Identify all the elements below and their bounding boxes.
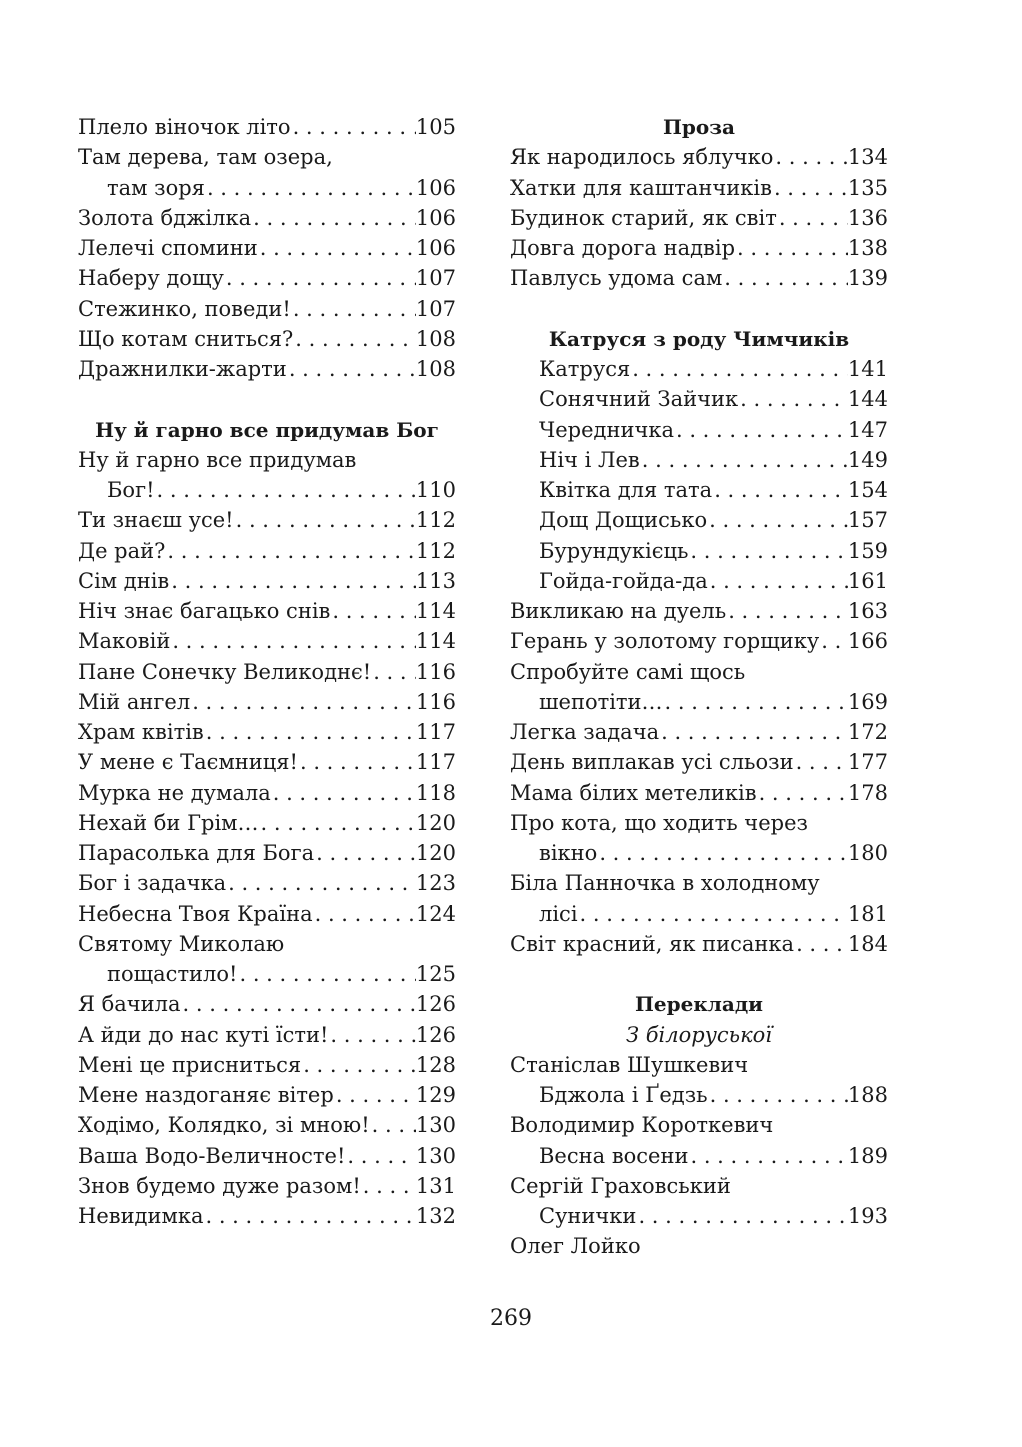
toc-entry-page: 132 [415, 1204, 456, 1228]
toc-entry-title: Бог і задачка [78, 871, 227, 896]
toc-title-line: Володимир Короткевич [510, 1113, 774, 1138]
toc-entry-page: 172 [847, 720, 888, 744]
dot-leader [724, 263, 848, 293]
toc-entry-title: Де рай? [78, 538, 166, 563]
toc-entry-page: 108 [415, 357, 456, 381]
toc-entry-title: Мене наздоганяє вітер [78, 1083, 334, 1107]
toc-entry-page: 193 [847, 1204, 888, 1228]
toc-entry-page: 126 [415, 1022, 456, 1047]
dot-leader [796, 929, 848, 959]
toc-entry-page: 163 [847, 599, 888, 623]
toc-entry[interactable] [78, 1110, 456, 1140]
dot-leader [779, 203, 848, 233]
section-heading: Катруся з роду Чимчиків [548, 326, 850, 351]
toc-entry[interactable] [510, 838, 888, 868]
toc-entry-page: 130 [415, 1113, 456, 1138]
toc-entry-page: 125 [415, 962, 456, 986]
dot-leader [289, 354, 416, 384]
toc-entry[interactable] [78, 566, 456, 596]
dot-leader [642, 445, 848, 475]
dot-leader [316, 838, 416, 868]
toc-entry-title: Викликаю на дуель [510, 599, 727, 623]
toc-entry-title: Ходімо, Колядко, зі мною! [78, 1113, 370, 1138]
dot-leader [690, 1141, 847, 1171]
toc-entry-page: 124 [415, 901, 456, 926]
toc-entry[interactable] [510, 173, 888, 203]
section-subheading: З білоруської [625, 1022, 773, 1047]
dot-leader [740, 384, 848, 414]
toc-title-line: Спробуйте самі щось [510, 659, 746, 684]
toc-entry[interactable] [510, 899, 888, 929]
dot-leader [300, 747, 416, 777]
toc-entry-page: 110 [415, 478, 456, 502]
toc-entry-page: 136 [847, 205, 888, 230]
toc-entry[interactable] [78, 505, 456, 535]
toc-title-line: Станіслав Шушкевич [510, 1052, 749, 1077]
toc-entry-page: 120 [415, 841, 456, 865]
toc-entry-page: 106 [415, 236, 456, 260]
dot-leader [205, 1201, 415, 1231]
toc-entry[interactable] [510, 717, 888, 747]
toc-entry[interactable] [78, 1141, 456, 1171]
toc-entry[interactable] [78, 1080, 456, 1110]
toc-entry[interactable] [78, 899, 456, 929]
dot-leader [183, 989, 416, 1019]
toc-entry[interactable] [510, 263, 888, 293]
dot-leader [172, 626, 416, 656]
toc-entry-title: Бджола і Ґедзь [539, 1083, 708, 1107]
toc-entry-title: Ніч знає багацько снів [78, 599, 331, 623]
dot-leader [167, 536, 416, 566]
toc-entry-title: Квітка для тата [539, 478, 713, 502]
dot-leader [171, 566, 416, 596]
toc-entry-title: Катруся [539, 357, 631, 381]
toc-entry-page: 161 [847, 568, 888, 593]
toc-entry-title: Що котам сниться? [78, 326, 294, 351]
toc-entry[interactable] [78, 1171, 456, 1201]
toc-entry[interactable] [78, 657, 456, 687]
toc-entry-page: 106 [415, 175, 456, 200]
toc-entry-page: 138 [847, 236, 888, 260]
dot-leader [336, 1080, 416, 1110]
toc-entry-page: 112 [415, 508, 456, 533]
toc-entry-page: 147 [847, 417, 888, 442]
toc-title-line: Ну й гарно все придумав [78, 447, 357, 472]
toc-entry-page: 126 [415, 992, 456, 1017]
toc-entry[interactable] [510, 505, 888, 535]
toc-entry[interactable] [78, 959, 456, 989]
toc-entry-title: День виплакав усі сльози [510, 750, 794, 775]
toc-entry[interactable] [78, 717, 456, 747]
toc-entry-page: 169 [847, 689, 888, 714]
dot-leader [206, 717, 416, 747]
dot-leader [665, 687, 848, 717]
toc-entry-title: Парасолька для Бога [78, 841, 315, 865]
toc-entry-title: Сунички [539, 1204, 637, 1228]
dot-leader [226, 263, 416, 293]
toc-entry[interactable] [78, 203, 456, 233]
dot-leader [228, 868, 416, 898]
toc-entry-title: Лелечі спомини [78, 236, 258, 260]
toc-title-line: Олег Лойко [510, 1234, 641, 1259]
dot-leader [661, 717, 848, 747]
dot-leader [638, 1201, 847, 1231]
toc-entry-page: 184 [847, 931, 888, 956]
toc-entry[interactable] [78, 536, 456, 566]
dot-leader [273, 778, 416, 808]
toc-entry-page: 106 [415, 205, 456, 230]
toc-entry[interactable] [510, 475, 888, 505]
toc-entry[interactable] [510, 778, 888, 808]
toc-entry-page: 117 [415, 720, 456, 744]
toc-entry-title: Дощ Дощисько [539, 508, 708, 533]
toc-entry-page: 178 [847, 780, 888, 805]
toc-entry-page: 116 [415, 659, 456, 684]
toc-entry[interactable] [510, 1141, 888, 1171]
toc-entry[interactable] [510, 203, 888, 233]
toc-entry-page: 181 [847, 901, 888, 926]
dot-leader [303, 1050, 416, 1080]
toc-entry-title: Чередничка [539, 417, 674, 442]
toc-entry[interactable] [510, 142, 888, 172]
toc-entry-title: А йди до нас куті їсти! [78, 1022, 329, 1047]
dot-leader [774, 173, 848, 203]
toc-entry[interactable] [510, 536, 888, 566]
dot-leader [253, 203, 416, 233]
toc-entry-title: Мій ангел [78, 689, 191, 714]
toc-entry-page: 114 [415, 629, 456, 654]
toc-entry-page: 188 [847, 1083, 888, 1107]
toc-entry-page: 141 [847, 357, 888, 381]
toc-entry-page: 157 [847, 508, 888, 533]
dot-leader [632, 354, 848, 384]
toc-entry[interactable] [510, 626, 888, 656]
dot-leader [293, 294, 416, 324]
toc-entry-title: Мама білих метеликів [510, 780, 757, 805]
dot-leader [315, 899, 416, 929]
toc-entry-title: Як народилось яблучко [510, 145, 774, 170]
toc-entry[interactable] [78, 112, 456, 142]
dot-leader [260, 233, 416, 263]
toc-entry[interactable] [78, 989, 456, 1019]
toc-entry-title: Невидимка [78, 1204, 204, 1228]
toc-entry-page: 154 [847, 478, 888, 502]
toc-entry[interactable] [78, 596, 456, 626]
toc-entry-page: 189 [847, 1143, 888, 1168]
toc-entry[interactable] [510, 596, 888, 626]
toc-entry-page: 131 [415, 1173, 456, 1198]
toc-entry-title: Сонячний Зайчик [539, 387, 739, 412]
toc-entry-title: Ти знаєш усе! [78, 508, 234, 533]
dot-leader [363, 1171, 416, 1201]
section-gap [510, 959, 888, 989]
toc-entry-page: 130 [415, 1143, 456, 1168]
toc-entry[interactable] [510, 747, 888, 777]
toc-entry-title: У мене є Таємниця! [78, 750, 298, 775]
toc-entry-page: 117 [415, 750, 456, 775]
dot-leader [192, 687, 416, 717]
toc-entry-page: 180 [847, 841, 888, 865]
toc-entry-title: Золота бджілка [78, 205, 252, 230]
toc-entry-title: Ваша Водо-Величносте! [78, 1143, 346, 1168]
toc-entry-title: Дражнилки-жарти [78, 357, 287, 381]
dot-leader [710, 566, 848, 596]
toc-entry[interactable] [78, 687, 456, 717]
toc-left-column [78, 112, 456, 1231]
dot-leader [676, 415, 848, 445]
dot-leader [580, 899, 848, 929]
toc-entry[interactable] [78, 294, 456, 324]
toc-entry-page: 107 [415, 266, 456, 291]
toc-entry-title: Будинок старий, як світ [510, 205, 777, 230]
toc-entry[interactable] [78, 808, 456, 838]
toc-entry-page: 118 [415, 780, 456, 805]
toc-entry[interactable] [78, 1020, 456, 1050]
toc-entry[interactable] [510, 384, 888, 414]
dot-leader [293, 112, 416, 142]
dot-leader [599, 838, 848, 868]
toc-entry-page: 139 [847, 266, 888, 291]
toc-entry[interactable] [78, 1050, 456, 1080]
toc-entry-title: Знов будемо дуже разом! [78, 1173, 361, 1198]
toc-entry-title: Світ красний, як писанка [510, 931, 795, 956]
toc-entry-title: Мурка не думала [78, 780, 271, 805]
toc-entry[interactable] [510, 233, 888, 263]
dot-leader [330, 1020, 416, 1050]
toc-entry-title: Павлусь удома сам [510, 266, 723, 291]
toc-entry[interactable] [78, 354, 456, 384]
toc-entry-page: 166 [847, 629, 888, 654]
toc-entry[interactable] [78, 324, 456, 354]
toc-entry-title: Весна восени [539, 1143, 689, 1168]
toc-title-line: Там дерева, там озера, [78, 145, 333, 170]
section-gap [78, 384, 456, 414]
dot-leader [347, 1141, 416, 1171]
toc-entry[interactable] [78, 233, 456, 263]
dot-leader [157, 475, 416, 505]
section-heading: Ну й гарно все придумав Бог [95, 417, 439, 442]
dot-leader [690, 536, 847, 566]
toc-entry-page: 107 [415, 296, 456, 321]
toc-entry-title: Ніч і Лев [539, 447, 640, 472]
toc-entry-title: Мені це присниться [78, 1052, 302, 1077]
toc-title-line: Біла Панночка в холодному [510, 871, 820, 896]
toc-entry-page: 113 [415, 568, 456, 593]
dot-leader [332, 596, 416, 626]
toc-entry-title: там зоря [107, 175, 205, 200]
dot-leader [759, 778, 848, 808]
toc-entry-page: 129 [415, 1083, 456, 1107]
toc-entry-title: Легка задача [510, 720, 660, 744]
toc-entry-title: Сім днів [78, 568, 170, 593]
toc-entry-title: Я бачила [78, 992, 181, 1017]
toc-title-line: Про кота, що ходить через [510, 810, 808, 835]
toc-entry[interactable] [510, 415, 888, 445]
toc-entry-page: 120 [415, 810, 456, 835]
toc-entry-page: 123 [415, 871, 456, 896]
toc-entry-title: Небесна Твоя Країна [78, 901, 313, 926]
toc-entry[interactable] [510, 1201, 888, 1231]
toc-entry-page: 112 [415, 538, 456, 563]
toc-entry-title: Наберу дощу [78, 266, 224, 291]
toc-entry-title: Герань у золотому горщику [510, 629, 820, 654]
toc-title-line: Сергій Граховський [510, 1173, 731, 1198]
toc-entry-title: Плело віночок літо [78, 115, 291, 139]
dot-leader [372, 1110, 416, 1140]
toc-entry-title: Бог! [107, 478, 155, 502]
dot-leader [714, 475, 848, 505]
toc-entry-page: 105 [415, 115, 456, 139]
toc-entry-title: Хатки для каштанчиків [510, 175, 772, 200]
dot-leader [796, 747, 848, 777]
dot-leader [737, 233, 848, 263]
dot-leader [709, 505, 848, 535]
toc-entry-page: 128 [415, 1052, 456, 1077]
toc-entry-title: Храм квітів [78, 720, 204, 744]
toc-entry-page: 159 [847, 538, 888, 563]
toc-entry[interactable] [510, 1080, 888, 1110]
toc-entry[interactable] [78, 1201, 456, 1231]
toc-entry[interactable] [78, 173, 456, 203]
toc-entry-page: 144 [847, 387, 888, 412]
toc-entry-page: 116 [415, 689, 456, 714]
dot-leader [207, 173, 416, 203]
toc-title-line: Святому Миколаю [78, 931, 285, 956]
toc-entry-page: 114 [415, 599, 456, 623]
dot-leader [775, 142, 848, 172]
toc-entry[interactable] [78, 475, 456, 505]
toc-entry-title: пощастило! [107, 962, 238, 986]
toc-entry[interactable] [510, 445, 888, 475]
dot-leader [239, 959, 415, 989]
toc-entry[interactable] [510, 929, 888, 959]
section-heading: Переклади [635, 992, 763, 1017]
toc-entry[interactable] [510, 354, 888, 384]
toc-entry[interactable] [510, 687, 888, 717]
toc-entry-title: Маковій [78, 629, 171, 654]
toc-entry[interactable] [510, 566, 888, 596]
toc-entry-page: 177 [847, 750, 888, 775]
dot-leader [710, 1080, 848, 1110]
dot-leader [373, 657, 416, 687]
toc-entry-title: Гойда-гойда-да [539, 568, 708, 593]
dot-leader [261, 808, 416, 838]
toc-entry-title: Бурундукієць [539, 538, 689, 563]
toc-entry-page: 108 [415, 326, 456, 351]
toc-entry-page: 134 [847, 145, 888, 170]
toc-right-column [510, 112, 888, 1262]
toc-entry-title: Пане Сонечку Великоднє! [78, 659, 372, 684]
toc-entry[interactable] [78, 778, 456, 808]
toc-entry-title: Довга дорога надвір [510, 236, 736, 260]
dot-leader [821, 626, 848, 656]
toc-entry-title: Стежинко, поведи! [78, 296, 291, 321]
toc-entry[interactable] [78, 747, 456, 777]
dot-leader [728, 596, 848, 626]
section-gap [510, 294, 888, 324]
toc-entry-title: лісі [539, 901, 578, 926]
toc-entry-page: 149 [847, 447, 888, 472]
toc-entry[interactable] [78, 868, 456, 898]
toc-entry-page: 135 [847, 175, 888, 200]
toc-entry[interactable] [78, 838, 456, 868]
page-number: 269 [490, 1306, 532, 1331]
toc-entry[interactable] [78, 626, 456, 656]
toc-entry-title: шепотіти… [539, 689, 663, 714]
toc-entry-title: вікно [539, 841, 598, 865]
toc-entry[interactable] [78, 263, 456, 293]
dot-leader [295, 324, 416, 354]
section-heading: Проза [663, 115, 735, 139]
toc-entry-title: Нехай би Грім… [78, 810, 259, 835]
dot-leader [236, 505, 416, 535]
